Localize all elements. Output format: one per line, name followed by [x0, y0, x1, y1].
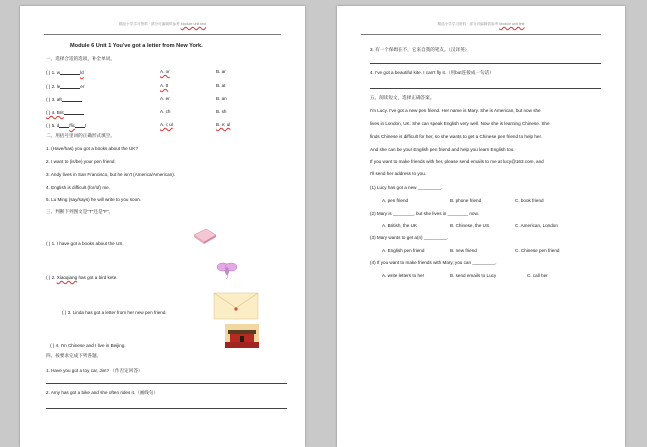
passage-line: lives in London, UK. She can speak English very well. Now she is learning Chinese. She — [370, 121, 550, 126]
q1-item: ( ) 4. Brit — [46, 110, 84, 116]
q5-question: (4) If you want to make friends with Mary, you can _________. — [370, 260, 497, 265]
page-header: 精品小学学习资料 · 部分可编辑供参考 Module unit test — [118, 22, 207, 26]
q3-item: ( ) 2. Xiaoqiang has got a bird kete. — [46, 275, 118, 280]
section2-title: 二、用括号里词的正确形式填空。 — [46, 133, 115, 138]
section1-title: 一、选择合适的选项，补全单词。 — [46, 56, 115, 61]
passage-line: I'll send her address to you. — [370, 171, 427, 176]
q5-option: A. pen friend — [382, 198, 409, 203]
page-left — [20, 6, 305, 447]
q5-option: B. new friend — [450, 248, 477, 253]
q1-option-b: B. an — [216, 96, 227, 101]
q5-option: C. American, London — [515, 223, 558, 228]
section4-title: 四、按要求完成下列各题。 — [46, 353, 102, 358]
q1-option-a: A. i; ul — [160, 122, 173, 127]
q3-item: ( ) 1. I have got a books about the US. — [46, 241, 124, 246]
section3-title: 三、判断下列图文是"T"还是"F"。 — [46, 209, 114, 214]
q3-item: ( ) 4. I'm Chinese and I live in Beijing. — [50, 343, 126, 348]
q5-option: C. call her — [527, 273, 548, 278]
q3-item: ( ) 3. Linda has got a letter from her new pen friend. — [62, 310, 167, 315]
q1-item: ( ) 1. w ld — [46, 70, 84, 75]
q5-option: C. Chinese pen friend — [515, 248, 560, 253]
passage-line: And she can be your English pen friend and help you learn English too. — [370, 147, 515, 152]
page-right — [337, 6, 625, 447]
q1-option-b: B. sh — [216, 109, 227, 114]
q4-item: 2. Amy has got a bike and she often rides it.（画线句） — [46, 390, 159, 395]
q5-question: (3) Mary wants to get a(n) _________. — [370, 235, 449, 240]
q1-item: ( ) 5. d ffic t — [46, 123, 87, 128]
tiananmen-picture — [225, 324, 259, 348]
q2-item: 2. I want to (is/be) your pen friend. — [46, 159, 116, 164]
q5-option: A. write letters to her — [382, 273, 425, 278]
q5-option: A. British, the UK — [382, 223, 417, 228]
q5-option: B. Chinese, the US — [450, 223, 490, 228]
book-picture — [192, 227, 218, 245]
passage-line: If you want to make friends with her, please send emails to me at lucy@163.com, and — [370, 159, 544, 164]
q1-option-a: A. or — [160, 69, 170, 74]
q4-item: 4. I've got a beautiful kite. I can't fly it.（用but连接成一句话） — [370, 70, 494, 75]
page-header: 精品小学学习资料 · 部分可编辑供参考 Module unit test — [437, 22, 525, 26]
q2-item: 4. English is difficult (for/of) me. — [46, 185, 110, 190]
letter-picture — [213, 292, 259, 320]
q5-option: C. book friend — [515, 198, 544, 203]
q5-question: (2) Mary is ________, but she lives in ________ now. — [370, 211, 479, 216]
q5-option: B. send emails to Lucy — [450, 273, 497, 278]
answer-line — [46, 383, 287, 384]
q1-option-b: B. at — [216, 83, 226, 88]
q4-item: 1. Have you got a toy car, Jim? （作否定回答） — [46, 368, 143, 373]
q1-option-b: B. ar — [216, 69, 226, 74]
answer-line — [370, 88, 601, 89]
kite-picture — [216, 260, 238, 280]
q5-question: (1) Lucy has got a new _________. — [370, 185, 443, 190]
q4-item: 3. 有一个保姆在不，它来自我的笔友。（汉译英） — [370, 47, 470, 52]
q1-option-a: A. ch — [160, 109, 171, 114]
q1-item: ( ) 3. aft — [46, 97, 82, 103]
header-divider — [44, 34, 281, 35]
q1-option-a: A. tt — [160, 83, 169, 88]
q1-option-b: B. e; ul — [216, 122, 231, 127]
q1-item: ( ) 2. le er — [46, 84, 85, 89]
answer-line — [46, 408, 287, 409]
q5-option: A. English pen friend — [382, 248, 425, 253]
section5-title: 五、阅读短文，选择正确答案。 — [370, 95, 435, 100]
q1-option-a: A. er — [160, 96, 170, 101]
passage-line: I'm Lucy. I've got a new pen friend. Her name is Mary. She is American, but now she — [370, 108, 541, 113]
q5-option: B. phone friend — [450, 198, 482, 203]
q2-item: 1. (Have/has) you got a books about the UK? — [46, 146, 138, 151]
q2-item: 5. Lu Ming (say/says) he will write to you soon. — [46, 197, 141, 202]
worksheet-title: Module 6 Unit 1 You've got a letter from New York. — [70, 43, 203, 49]
header-divider — [361, 34, 601, 35]
passage-line: finds Chinese is difficult for her, so she wants to get a Chinese pen friend to help her. — [370, 134, 543, 139]
q2-item: 3. Andy lives in San Francisco, but he isn't (America/American). — [46, 172, 176, 177]
answer-line — [370, 63, 601, 64]
